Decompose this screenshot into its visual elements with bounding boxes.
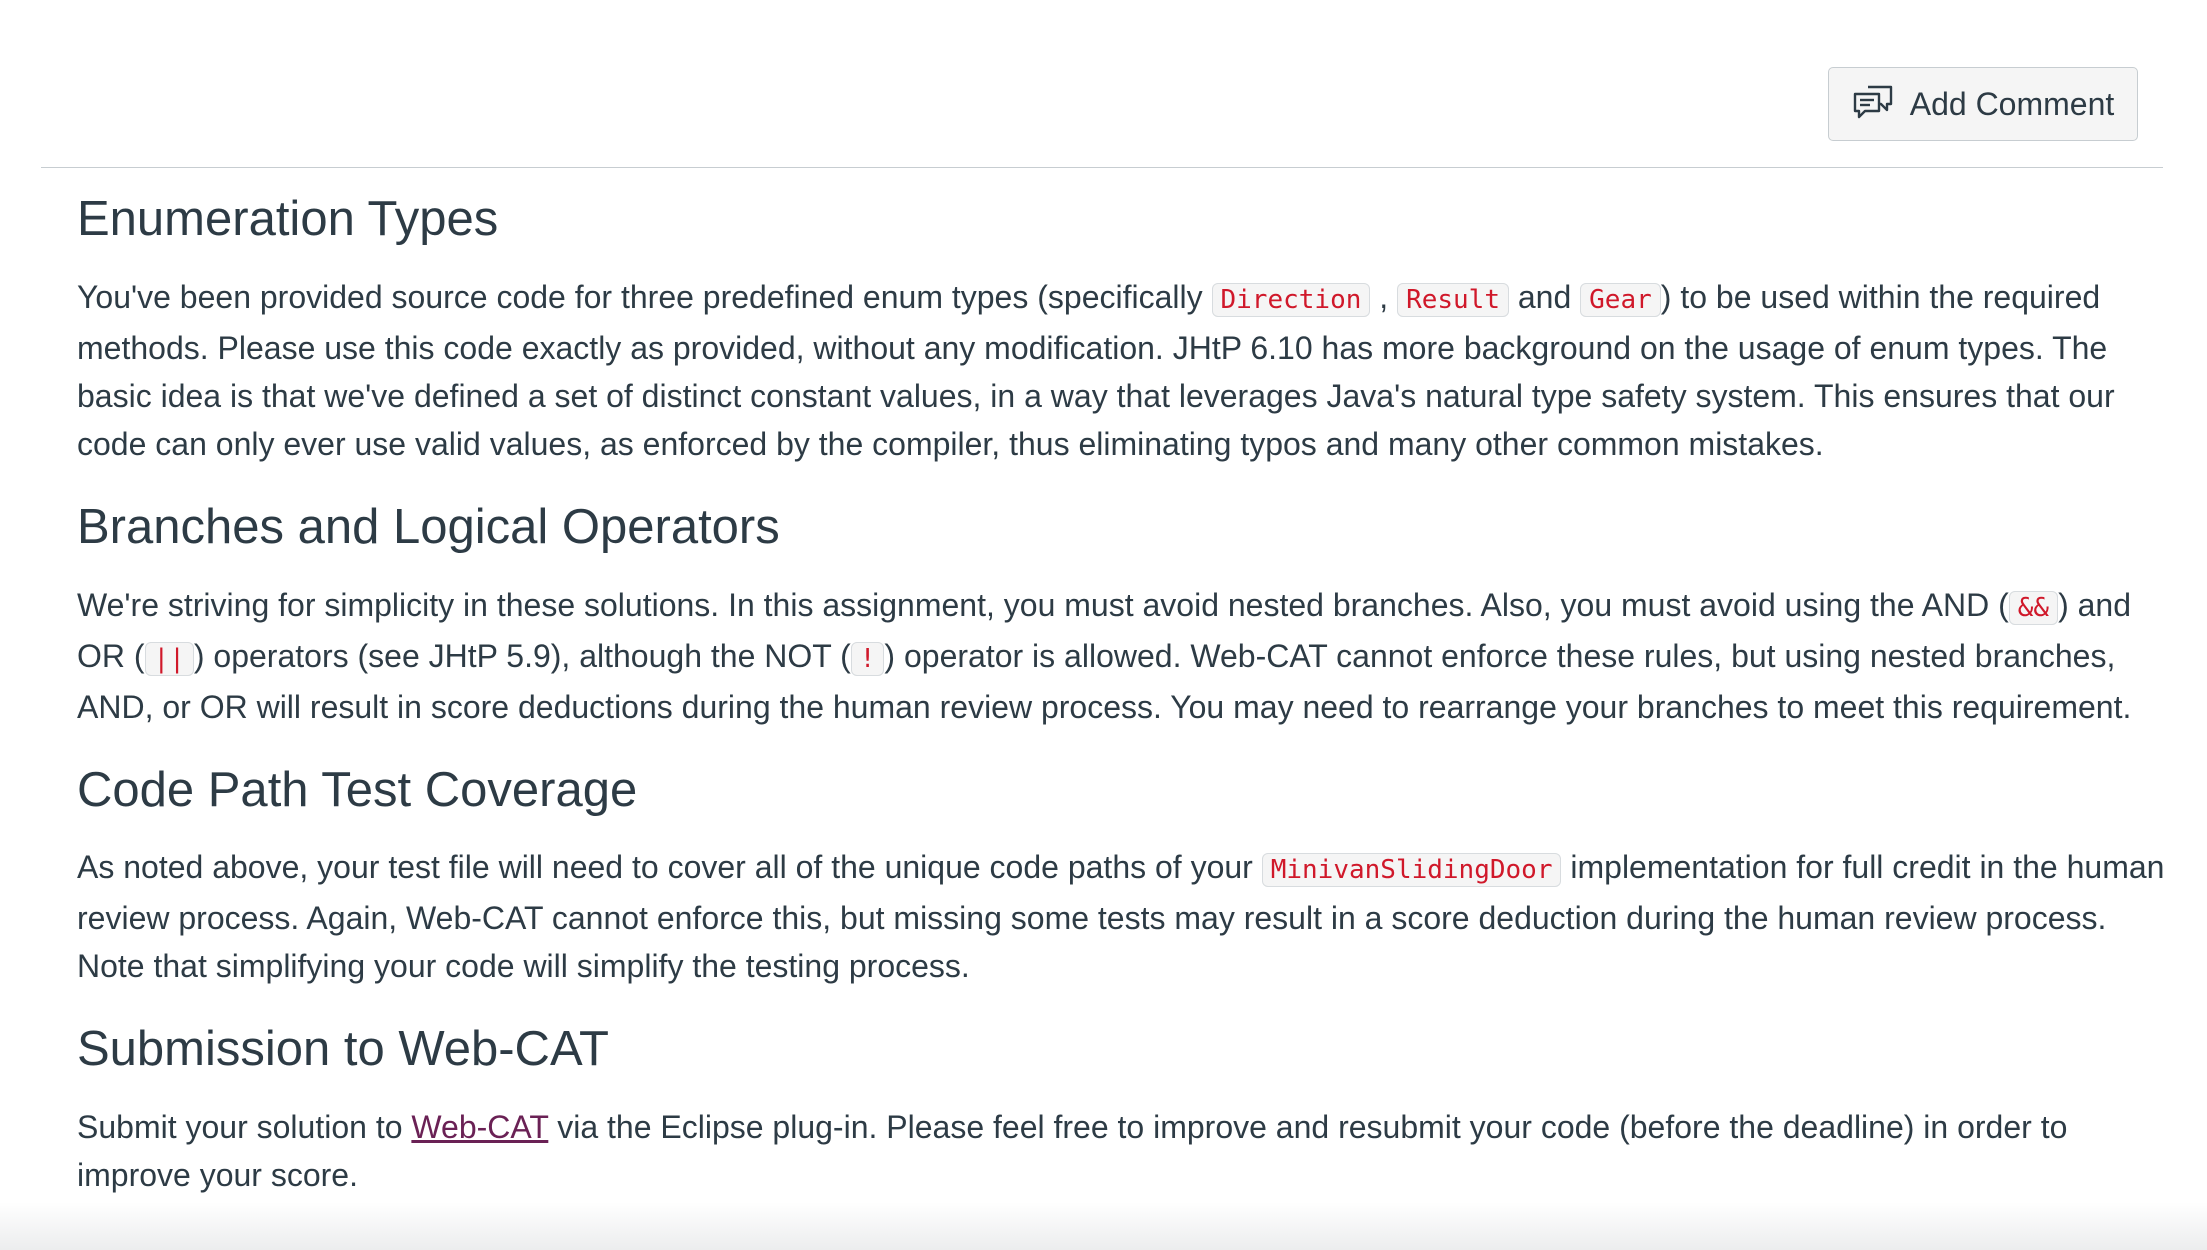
code-direction: Direction [1212,283,1371,317]
code-result: Result [1397,283,1509,317]
code-gear: Gear [1580,283,1661,317]
code-or-operator: || [145,642,194,676]
code-and-operator: && [2009,591,2058,625]
web-cat-link[interactable]: Web-CAT [411,1109,549,1146]
page-toolbar [41,0,2163,168]
code-minivan-sliding-door: MinivanSlidingDoor [1262,853,1562,887]
paragraph-branches-logical-operators: We're striving for simplicity in these solutions. In this assignment, you must avoid nested branches. Also, you must avoid using the AND ( && ) and OR ( || ) operators (see JHtP 5.9), although the NOT ( ! ) operator is allowed. Web-CAT cannot enforce these rules, but using nested branches, AND, or OR will result in score deductions during the human review process. You may need to rearrange your branches to meet this requirement. [77,586,2132,725]
assignment-content [77,190,2169,1229]
heading-code-path-test-coverage: Code Path Test Coverage [77,762,638,817]
add-comment-button[interactable] [1828,67,2138,141]
paragraph-code-path-test-coverage: As noted above, your test file will need to cover all of the unique code paths of your MinivanSlidingDoor implementation for full credit in the human review process. Again, Web-CAT cannot enforce this, but missing some tests may result in a score deduction during the human review process. Note that simplifying your code will simplify the testing process. [77,849,2165,985]
comment-icon [1852,84,1894,124]
bottom-fade [0,1202,2207,1250]
heading-branches-logical-operators: Branches and Logical Operators [77,499,780,554]
paragraph-enumeration-types: You've been provided source code for three predefined enum types (specifically Direction , Result and Gear ) to be used within the required methods. Please use this code exactly as provided, without any modification. JHtP 6.10 has more background on the usage of enum types. The basic idea is that we've defined a set of distinct constant values, in a way that leverages Java's natural type safety system. This ensures that our code can only ever use valid values, as enforced by the compiler, thus eliminating typos and many other common mistakes. [77,278,2115,462]
code-not-operator: ! [851,642,885,676]
paragraph-submission-web-cat: Submit your solution to Web-CAT via the Eclipse plug-in. Please feel free to improve and resubmit your code (before the deadline) in order to improve your score. [77,1109,2068,1194]
heading-submission-web-cat: Submission to Web-CAT [77,1022,609,1077]
heading-enumeration-types: Enumeration Types [77,192,499,246]
add-comment-label: Add Comment [1909,85,2115,122]
